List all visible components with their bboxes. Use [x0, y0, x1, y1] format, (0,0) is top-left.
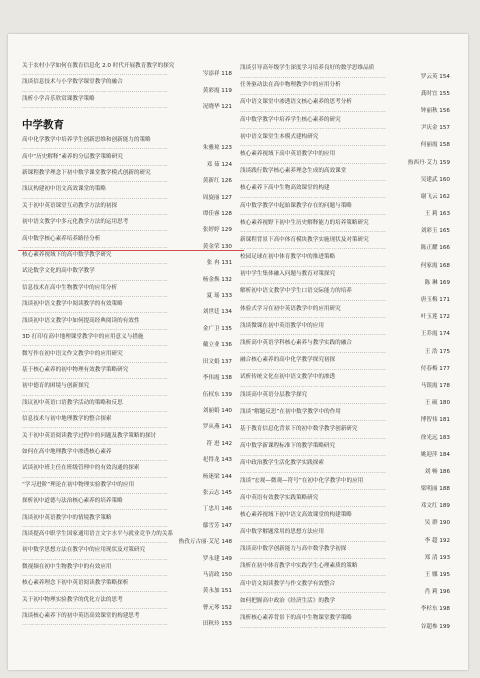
toc-entry — [22, 497, 232, 513]
left-column — [22, 62, 232, 628]
entry-author-page: …………………………………………………………………………………………… 李 超 192 — [240, 537, 450, 546]
entry-author-page: …………………………………………………………………………………………… 付春梅 177 — [240, 365, 450, 374]
toc-entry — [22, 448, 232, 464]
entry-author-page: …………………………………………………………………………………………… 祀得龙 143 — [22, 456, 232, 464]
toc-entry — [22, 514, 232, 530]
entry-title: 核心素养理念下初中英语阅读教学策略探析 — [22, 580, 129, 587]
toc-entry — [240, 562, 450, 579]
toc-entry — [240, 81, 450, 98]
entry-author-page: …………………………………………………………………………………………… 刘 畅 186 — [240, 468, 450, 477]
entry-title: “学习进阶”理论在初中物理实验教学中的应用 — [22, 481, 135, 488]
toc-entry — [240, 219, 450, 236]
toc-entry — [240, 339, 450, 356]
toc-entry — [240, 442, 450, 459]
entry-author-page: …………………………………………………………………………………………… 丁忠川 146 — [22, 505, 232, 513]
entry-author-page: …………………………………………………………………………………………… 马银霞 178 — [240, 382, 450, 391]
entry-title: 高中化学教学中培养学生创新思维和创新能力的策略 — [22, 137, 151, 144]
entry-author-page: …………………………………………………………………………………………… 况晓华 121 — [22, 103, 232, 111]
entry-author-page: …………………………………………………………………………………………… 王 浩 175 — [240, 348, 450, 357]
entry-author-page: …………………………………………………………………………………………… 金广卫 135 — [22, 325, 232, 333]
entry-title: 浅谈初中英语教学中的情境教学策略 — [22, 514, 112, 521]
entry-title: 核心素养视域下高中英语教学中的应用 — [240, 150, 336, 157]
toc-entry — [22, 464, 232, 480]
toc-entry — [240, 528, 450, 545]
entry-title: 核心素养下高中生物高效课堂的构建 — [240, 185, 330, 192]
entry-title: 浅谈“解题反思”在初中数学教学中的作用 — [240, 408, 341, 415]
entry-title: 浅谈引导高年级学生深度学习培养良好的数学思维品质 — [240, 65, 375, 71]
entry-author-page: …………………………………………………………………………………………… 岑添祥 118 — [22, 70, 232, 78]
entry-author-page: …………………………………………………………………………………………… 博智伟 181 — [240, 416, 450, 425]
entry-title: 初中数学思想方法在教学中的应用现状及对策研究 — [22, 547, 146, 554]
entry-title: 关于初中英语课堂互动教学方法的初探 — [22, 202, 118, 209]
entry-title: 浅谈高中数学创新能力与高中数学教学初探 — [240, 546, 347, 553]
entry-title: 3D 打印在高中地理课堂教学中的应用意义与措施 — [22, 334, 144, 341]
entry-author-page: …………………………………………………………………………………………… 罗云英 154 — [240, 73, 450, 82]
entry-author-page: …………………………………………………………………………………………… 刘世廷 134 — [22, 308, 232, 316]
entry-title: 浅谈提高中职学生国家通用语言文字水平与就业竞争力的关系 — [22, 530, 174, 537]
entry-author-page: …………………………………………………………………………………………… 陈 琳 169 — [240, 279, 450, 288]
toc-entry — [240, 98, 450, 115]
toc-entry — [240, 494, 450, 511]
entry-title: 高中英语有效教学实践策略研究 — [240, 494, 319, 501]
entry-author-page: …………………………………………………………………………………………… 罗永建 149 — [22, 555, 232, 563]
entry-author-page: …………………………………………………………………………………………… 龚时宜 155 — [240, 90, 450, 99]
entry-author-page: …………………………………………………………………………………………… 梁明丽 188 — [240, 485, 450, 494]
toc-entry — [22, 432, 232, 448]
entry-author-page: …………………………………………………………………………………………… 钟丽秋 156 — [240, 107, 450, 116]
toc-entry — [22, 62, 232, 78]
entry-title: 浅谈核心素养下的初中英语高效课堂的构建思考 — [22, 613, 140, 619]
entry-title: 融合核心素养的高中化学教学探究初探 — [240, 357, 336, 364]
entry-title: 初中德育的困境与创新探究 — [22, 383, 90, 390]
entry-title: 高中数学解题常用的思想方法应用 — [240, 529, 324, 536]
entry-title: 如何把握高中政治《经济生活》的教学 — [240, 597, 336, 604]
entry-title: 信息技术与初中地理教学的整合探索 — [22, 416, 112, 423]
toc-entry — [22, 185, 232, 201]
entry-author-page: …………………………………………………………………………………………… 热孜万古丽·艾尼 148 — [22, 538, 232, 546]
toc-entry — [22, 95, 232, 111]
entry-author-page: …………………………………………………………………………………………… 夏 瑶 133 — [22, 292, 232, 300]
entry-author-page: …………………………………………………………………………………………… 王 娜 195 — [240, 571, 450, 580]
entry-author-page: …………………………………………………………………………………………… 刘彩玉 165 — [240, 227, 450, 236]
entry-author-page: …………………………………………………………………………………………… 伍权东 139 — [22, 391, 232, 399]
entry-title: 高中数学教学中起始课教学存在的问题与策略 — [240, 202, 352, 209]
toc-entry — [22, 415, 232, 431]
toc-entry — [240, 459, 450, 476]
entry-author-page: …………………………………………………………………………………………… 田文娟 137 — [22, 358, 232, 366]
toc-entry — [22, 136, 232, 152]
entry-title: 浅析小学音乐欣赏课教学策略 — [22, 95, 95, 102]
entry-title: 高中政治教学生活化教学实践探索 — [240, 460, 324, 467]
toc-entry — [22, 300, 232, 316]
entry-title: 浅析高中英语学科核心素养与教学实践的融合 — [240, 340, 352, 346]
entry-title: 初中语文课堂生本模式建构研究 — [240, 133, 319, 140]
entry-title: 高中语文阅读教学与作文教学有效整合 — [240, 580, 336, 587]
toc-entry — [22, 218, 232, 234]
entry-author-page: …………………………………………………………………………………………… 曹元琴 152 — [22, 604, 232, 612]
entry-title: 浅议初中英语口语教学活动的策略和反思 — [22, 399, 123, 406]
entry-title: 核心素养视野下初中生历史解释能力的培养策略研究 — [240, 219, 369, 226]
entry-author-page: …………………………………………………………………………………………… 叶玉莲 172 — [240, 313, 450, 322]
entry-author-page: …………………………………………………………………………………………… 何家霞 168 — [240, 262, 450, 271]
entry-title: 探析初中道德与法治核心素养的培养策略 — [22, 498, 123, 505]
entry-title: 基于核心素养的初中物理有效教学策略研究 — [22, 366, 129, 373]
toc-entry — [240, 270, 450, 287]
entry-title: 高中“历史解释”素养的分层教学策略研究 — [22, 153, 123, 160]
entry-author-page: …………………………………………………………………………………………… 郑 清 193 — [240, 554, 450, 563]
toc-entry — [240, 408, 450, 425]
entry-author-page: …………………………………………………………………………………………… 李杉东 198 — [240, 605, 450, 614]
entry-author-page: …………………………………………………………………………………………… 符 进 142 — [22, 440, 232, 448]
entry-author-page: …………………………………………………………………………………………… 何丽霞 158 — [240, 141, 450, 150]
left-entries — [22, 136, 232, 628]
entry-title: 高中数学教学中培养学生核心素养的研究 — [240, 116, 341, 123]
entry-author-page: …………………………………………………………………………………………… 黄金荣 130 — [22, 243, 232, 251]
toc-entry — [22, 563, 232, 579]
toc-entry — [22, 399, 232, 415]
entry-author-page: …………………………………………………………………………………………… 马清政 150 — [22, 571, 232, 579]
toc-entry — [240, 202, 450, 219]
toc-entry — [22, 481, 232, 497]
entry-author-page: …………………………………………………………………………………………… 王乔霞 174 — [240, 330, 450, 339]
entry-title: 信息技术在高中生物教学中的应用分析 — [22, 284, 118, 291]
toc-entry — [22, 333, 232, 349]
entry-title: 关于初中英语阅读教学过程中的问题及教学策略的探讨 — [22, 432, 157, 439]
toc-entry — [22, 530, 232, 546]
toc-entry — [240, 511, 450, 528]
entry-title: 新课程教学理念下初中数学课堂教学模式创新的研究 — [22, 170, 151, 177]
entry-title: 新课程背景下高中体育模块教学实施现状及对策研究 — [240, 236, 369, 243]
entry-author-page: …………………………………………………………………………………………… 张 冉 131 — [22, 259, 232, 267]
entry-title: 初中学生集体融入问题与教育对策探究 — [240, 271, 336, 278]
toc-entry — [22, 579, 232, 595]
entry-title: 体验式学习在初中英语教学中的应用研究 — [240, 305, 341, 312]
entry-author-page: …………………………………………………………………………………………… 陈正耀 166 — [240, 244, 450, 253]
entry-author-page: …………………………………………………………………………………………… 田秋玲 153 — [22, 620, 232, 628]
entry-author-page: …………………………………………………………………………………………… 罗从燕 141 — [22, 423, 232, 431]
entry-title: 浅谈“宏观—微观—符号”在初中化学教学中的应用 — [240, 477, 364, 484]
journal-page — [8, 34, 468, 670]
toc-entry — [22, 382, 232, 398]
entry-author-page: …………………………………………………………………………………………… 朱雅琼 123 — [22, 144, 232, 152]
toc-entry — [22, 317, 232, 333]
toc-entry — [240, 287, 450, 304]
entry-title: 高中语文课堂中渗透语文核心素养的思考分析 — [240, 99, 352, 106]
toc-entry — [22, 267, 232, 283]
entry-title: 关于农村小学如何在教育信息化 2.0 时代开展教育教学的探究 — [22, 63, 175, 69]
entry-title: 试谈初中班主任在班级管理中的有效沟通的探索 — [22, 465, 140, 472]
entry-author-page: …………………………………………………………………………………………… 谭佳睿 128 — [22, 210, 232, 218]
toc-entry — [22, 153, 232, 169]
toc-entry — [22, 78, 232, 94]
entry-title: 微视频在初中生物教学中的有效应用 — [22, 563, 112, 570]
toc-entry — [240, 150, 450, 167]
toc-entry — [240, 425, 450, 442]
toc-entry — [240, 545, 450, 562]
toc-entry — [240, 597, 450, 614]
toc-entry — [22, 169, 232, 185]
right-column — [240, 64, 450, 631]
entry-author-page: …………………………………………………………………………………………… 王 莉 163 — [240, 210, 450, 219]
entry-title: 浅谈初中语文教学中如何提高经典阅读的有效性 — [22, 317, 140, 324]
entry-author-page: …………………………………………………………………………………………… 黄新红 126 — [22, 177, 232, 185]
entry-author-page: …………………………………………………………………………………………… 鄢雪芳 147 — [22, 522, 232, 530]
entry-title: 任务驱动法在高中物理教学中的应用分析 — [240, 82, 341, 89]
toc-entry — [240, 373, 450, 390]
entry-author-page: …………………………………………………………………………………………… 尹庆金 157 — [240, 124, 450, 133]
entry-author-page: …………………………………………………………………………………………… 周旋丽 127 — [22, 194, 232, 202]
entry-title: 浅谈微课在初中英语教学中的应用 — [240, 322, 324, 329]
entry-author-page: …………………………………………………………………………………………… 李伟霞 138 — [22, 374, 232, 382]
entry-author-page: …………………………………………………………………………………………… 吴 群 190 — [240, 519, 450, 528]
entry-title: 试论数学文化的高中数学教学 — [22, 268, 95, 275]
entry-author-page: …………………………………………………………………………………………… 刘丽娟 140 — [22, 407, 232, 415]
entry-author-page: …………………………………………………………………………………………… 邓 茹 124 — [22, 161, 232, 169]
entry-title: 浅谈践行数学核心素养理念生成的高效课堂 — [240, 168, 347, 175]
entry-author-page: …………………………………………………………………………………………… 张云志 145 — [22, 489, 232, 497]
entry-title: 微写作在初中语文作文教学中的应用研究 — [22, 350, 123, 357]
toc-entry — [22, 546, 232, 562]
top-entries — [22, 62, 232, 111]
toc-entry — [240, 133, 450, 150]
entry-author-page: …………………………………………………………………………………………… 吴建武 160 — [240, 176, 450, 185]
toc-entry — [240, 356, 450, 373]
entry-title: 核心素养视域下初中语文高效课堂的构建策略 — [240, 511, 352, 518]
toc-entry — [240, 580, 450, 597]
entry-title: 浅谈初中语文教学中阅读教学的有效策略 — [22, 301, 123, 308]
entry-title: 浅析在初中体育教学中实践学生心理素质的策略 — [240, 563, 358, 570]
entry-author-page: …………………………………………………………………………………………… 杨金焕 132 — [22, 276, 232, 284]
entry-title: 浅析核心素养背景下的高中生物课堂教学策略 — [240, 615, 352, 621]
toc-entry — [22, 284, 232, 300]
entry-title: 关于初中物理实验教学的优化方法的思考 — [22, 596, 123, 603]
toc-entry — [240, 391, 450, 408]
toc-entry — [22, 596, 232, 612]
entry-author-page: …………………………………………………………………………………………… 肖 莉 196 — [240, 588, 450, 597]
entry-title: 解析初中语文教学中学生口语交际能力的培养 — [240, 288, 352, 295]
entry-author-page: …………………………………………………………………………………………… 徐光远 183 — [240, 434, 450, 443]
toc-entry — [22, 366, 232, 382]
toc-entry — [240, 322, 450, 339]
entry-author-page: …………………………………………………………………………………………… 邓文红 189 — [240, 502, 450, 511]
entry-author-page: …………………………………………………………………………………………… 黄彩霞 119 — [22, 87, 232, 95]
toc-entry — [240, 614, 450, 631]
entry-title: 浅谈信息技术与小学数学课堂教学的融合 — [22, 79, 123, 86]
entry-author-page: …………………………………………………………………………………………… 张婷婷 129 — [22, 226, 232, 234]
toc-entry — [22, 350, 232, 366]
entry-author-page: …………………………………………………………………………………………… 戴立业 136 — [22, 341, 232, 349]
toc-entry — [240, 184, 450, 201]
entry-title: 初中语文教学中多元化教学方法的运用思考 — [22, 219, 129, 226]
entry-author-page: …………………………………………………………………………………………… 姚迎萍 184 — [240, 451, 450, 460]
entry-title: 基于教育信息化背景下的初中数学教学创新研究 — [240, 425, 358, 432]
entry-author-page: …………………………………………………………………………………………… 热西丹·艾力 159 — [240, 159, 450, 168]
entry-author-page: …………………………………………………………………………………………… 黄永加 151 — [22, 587, 232, 595]
entry-title: 校园足球在初中体育教学中的推进策略 — [240, 254, 336, 261]
entry-author-page: …………………………………………………………………………………………… 王 硕 180 — [240, 399, 450, 408]
toc-entry — [22, 612, 232, 628]
toc-entry — [240, 477, 450, 494]
toc-entry — [22, 235, 232, 251]
toc-entry — [22, 251, 232, 267]
entry-author-page: …………………………………………………………………………………………… 谢飞云 162 — [240, 193, 450, 202]
toc-entry — [240, 64, 450, 81]
section-title: 中学教育 — [22, 119, 64, 132]
entry-author-page: …………………………………………………………………………………………… 唐玉梅 171 — [240, 296, 450, 305]
entry-title: 浅议构建初中语文高效课堂的策略 — [22, 186, 106, 193]
entry-title: 高中数学新课程标准下的教学策略研究 — [240, 443, 336, 450]
entry-title: 如何在高中地理教学中渗透核心素养 — [22, 448, 112, 455]
entry-author-page: …………………………………………………………………………………………… 谷超参 199 — [240, 623, 450, 632]
entry-title: 浅谈高中英语分层教学探究 — [240, 391, 308, 398]
toc-entry — [240, 305, 450, 322]
entry-title: 高中数学核心素养培养路径分析 — [22, 235, 101, 242]
entry-title: 核心素养视域下的高中数学教学研究 — [22, 252, 112, 259]
toc-entry — [240, 167, 450, 184]
toc-entry — [240, 236, 450, 253]
toc-entry — [22, 202, 232, 218]
entry-title: 试析传统文化在初中语文教学中的渗透 — [240, 374, 336, 381]
toc-entry — [240, 116, 450, 133]
toc-entry — [240, 253, 450, 270]
entry-author-page: …………………………………………………………………………………………… 杨迷梁 144 — [22, 473, 232, 481]
